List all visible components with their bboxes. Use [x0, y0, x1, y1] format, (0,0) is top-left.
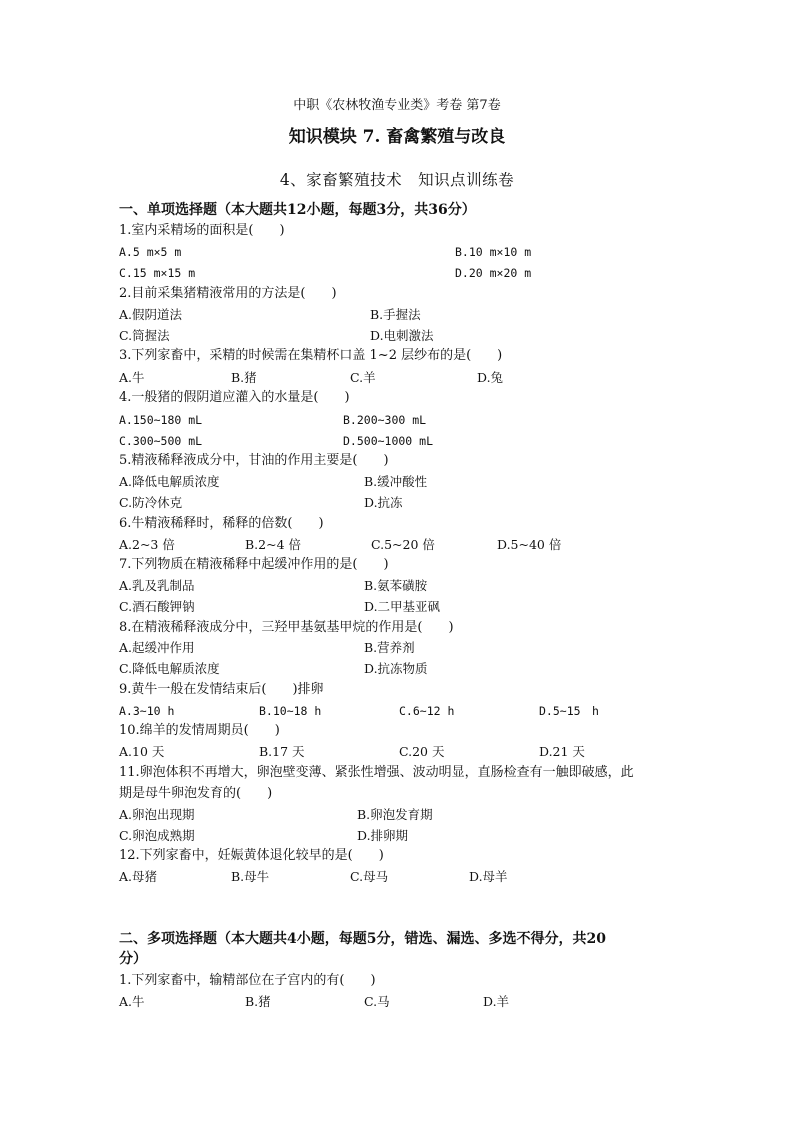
option: B.氨苯磺胺: [364, 578, 428, 593]
question-stem: 12.下列家畜中，妊娠黄体退化较早的是( ): [119, 848, 384, 863]
question-stem: 6.牛精液稀释时，稀释的倍数( ): [119, 516, 324, 531]
option: C.筒握法: [119, 328, 170, 343]
option: D.500~1000 mL: [343, 434, 434, 448]
question-stem: 8.在精液稀释液成分中，三羟甲基氨基甲烷的作用是( ): [119, 620, 454, 635]
option: B.营养剂: [364, 640, 415, 655]
section-title-continued: 分）: [119, 951, 147, 967]
option: A.卵泡出现期: [119, 807, 195, 822]
option: B.缓冲酸性: [364, 474, 428, 489]
sub-title: 4、家畜繁殖技术 知识点训练卷: [279, 171, 515, 189]
option: B.200~300 mL: [343, 413, 427, 427]
option: B.母牛: [231, 869, 270, 884]
option: B.2~4 倍: [245, 537, 302, 552]
option: A.乳及乳制品: [119, 578, 195, 593]
option: B.手握法: [370, 307, 421, 322]
option: C.防冷休克: [119, 495, 183, 510]
option: B.10~18 h: [259, 704, 322, 718]
option: D.排卵期: [357, 828, 409, 843]
option: D.抗冻物质: [364, 661, 428, 676]
question-stem: 4.一般猪的假阴道应灌入的水量是( ): [119, 390, 350, 405]
option: A.降低电解质浓度: [119, 474, 220, 489]
option: C.卵泡成熟期: [119, 828, 195, 843]
option: B.猪: [231, 370, 257, 385]
option: A.假阴道法: [119, 307, 183, 322]
option: C.降低电解质浓度: [119, 661, 220, 676]
option: A.5 m×5 m: [119, 245, 182, 259]
option: C.马: [364, 994, 390, 1009]
option: C.羊: [350, 370, 376, 385]
option: C.6~12 h: [399, 704, 455, 718]
option: C.母马: [350, 869, 389, 884]
question-stem: 10.绵羊的发情周期员( ): [119, 723, 280, 738]
option: B.17 天: [259, 744, 305, 759]
question-stem: 7.下列物质在精液稀释中起缓冲作用的是( ): [119, 557, 389, 572]
option: D.羊: [483, 994, 510, 1009]
option: D.20 m×20 m: [455, 266, 532, 280]
option: A.2~3 倍: [119, 537, 175, 552]
section-title: 二、多项选择题（本大题共4小题，每题5分，错选、漏选、多选不得分，共20: [119, 931, 606, 947]
option: A.母猪: [119, 869, 158, 884]
option: A.牛: [119, 994, 145, 1009]
option: A.3~10 h: [119, 704, 175, 718]
section-title: 一、单项选择题（本大题共12小题，每题3分，共36分）: [119, 202, 476, 218]
option: C.300~500 mL: [119, 434, 203, 448]
question-stem: 3.下列家畜中，采精的时候需在集精杯口盖 1~2 层纱布的是( ): [119, 348, 503, 363]
option: A.牛: [119, 370, 145, 385]
question-stem-continued: 期是母牛卵泡发育的( ): [119, 786, 273, 801]
option: D.母羊: [469, 869, 508, 884]
option: D.5~40 倍: [497, 537, 562, 552]
option: D.5~15 h: [539, 704, 599, 718]
option: C.5~20 倍: [371, 537, 435, 552]
option: A.起缓冲作用: [119, 640, 195, 655]
question-stem: 11.卵泡体积不再增大，卵泡壁变薄、紧张性增强、波动明显，直肠检查有一触即破感，此: [119, 765, 634, 780]
option: D.抗冻: [364, 495, 403, 510]
option: A.10 天: [119, 744, 165, 759]
option: B.猪: [245, 994, 271, 1009]
question-stem: 9.黄牛一般在发情结束后( )排卵: [119, 682, 324, 697]
option: D.二甲基亚砜: [364, 599, 441, 614]
option: D.兔: [477, 370, 504, 385]
option: C.20 天: [399, 744, 445, 759]
option: D.21 天: [539, 744, 585, 759]
question-stem: 2.目前采集猪精液常用的方法是( ): [119, 286, 337, 301]
option: C.15 m×15 m: [119, 266, 196, 280]
question-stem: 5.精液稀释液成分中，甘油的作用主要是( ): [119, 453, 389, 468]
option: B.10 m×10 m: [455, 245, 532, 259]
question-stem: 1.室内采精场的面积是( ): [119, 223, 285, 238]
question-stem: 1.下列家畜中，输精部位在子宫内的有( ): [119, 973, 376, 988]
option: A.150~180 mL: [119, 413, 203, 427]
option: B.卵泡发育期: [357, 807, 433, 822]
option: C.酒石酸钾钠: [119, 599, 195, 614]
exam-title: 中职《农林牧渔专业类》考卷 第7卷: [293, 98, 501, 113]
module-title: 知识模块 7. 畜禽繁殖与改良: [288, 127, 506, 147]
option: D.电刺激法: [370, 328, 434, 343]
